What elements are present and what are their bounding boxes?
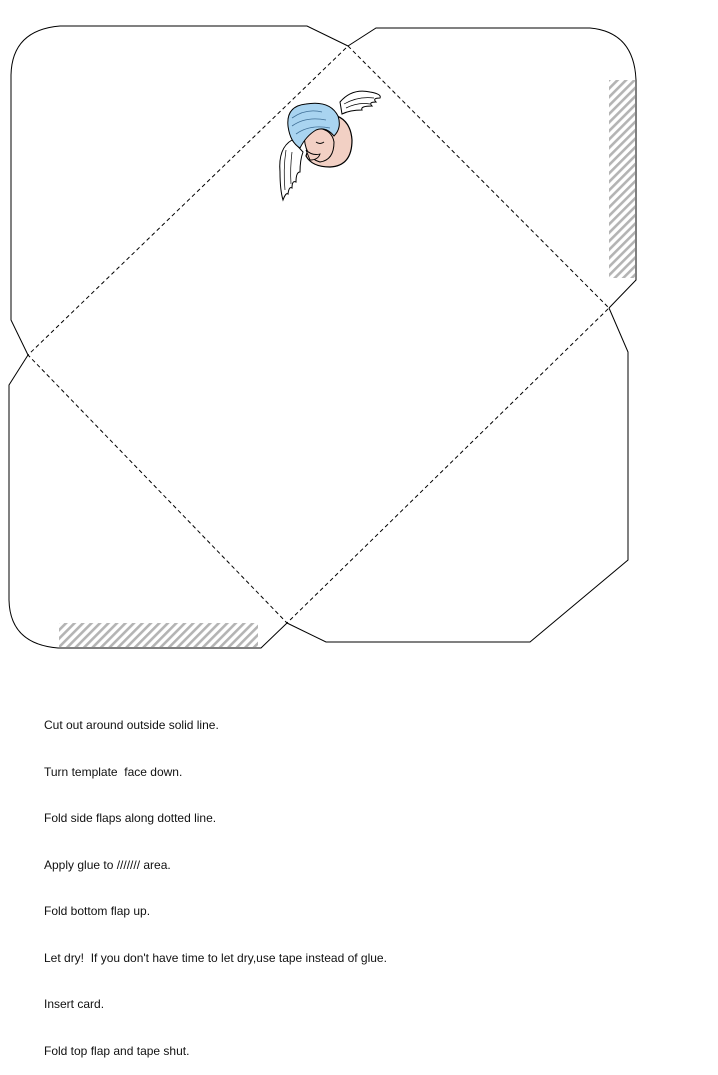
instruction-step: Fold top flap and tape shut. bbox=[44, 1043, 190, 1058]
instruction-step: Turn template face down. bbox=[44, 764, 183, 779]
instruction-step: Cut out around outside solid line. bbox=[44, 718, 219, 732]
instruction-step: Let dry! If you don't have time to let dry,use tape instead of glue. bbox=[44, 950, 387, 965]
glue-area-right bbox=[609, 80, 635, 278]
instruction-step: Fold bottom flap up. bbox=[44, 904, 151, 918]
right-flap-outline bbox=[287, 308, 628, 642]
top-right-flap-outline bbox=[348, 28, 636, 308]
instruction-step: Fold side flaps along dotted line. bbox=[44, 811, 217, 825]
instructions-list bbox=[44, 687, 387, 1075]
bottom-left-flap-outline bbox=[9, 355, 287, 648]
instruction-step: Apply glue to /////// area. bbox=[44, 857, 171, 872]
angel-icon bbox=[280, 91, 381, 200]
glue-area-bottom bbox=[59, 623, 258, 647]
top-left-flap-outline bbox=[11, 26, 348, 355]
instruction-step: Insert card. bbox=[44, 997, 105, 1011]
